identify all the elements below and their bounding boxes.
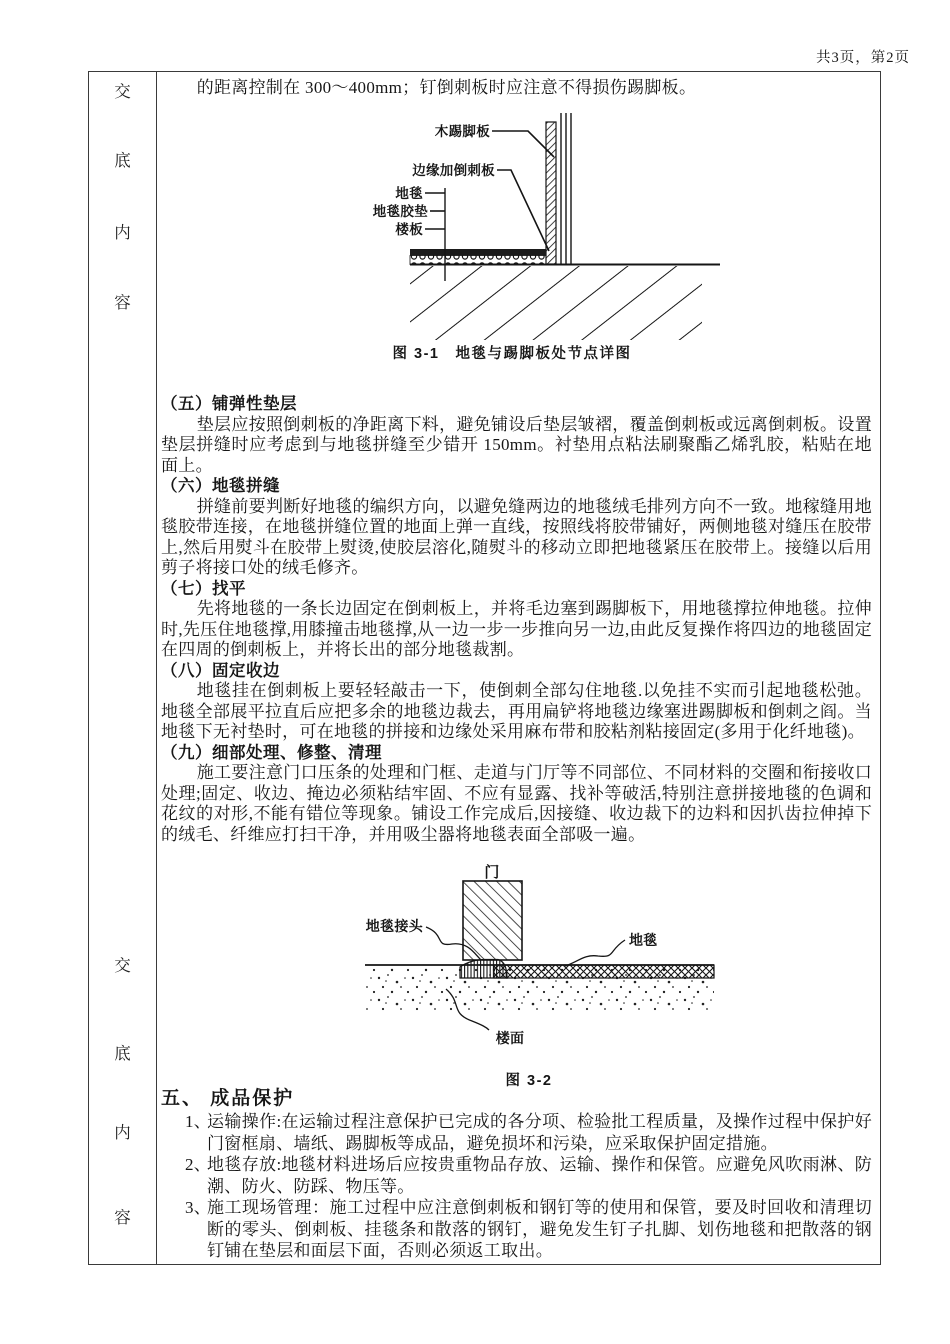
section-heading: （九）细部处理、修整、清理	[161, 743, 382, 762]
left-col-char: 内	[114, 223, 131, 242]
list-item-text: 施工现场管理：施工过程中应注意倒刺板和钢钉等的使用和保管，要及时回收和清理切断的零头、倒刺板、挂毯条和散落的钢钉，避免发生钉子扎脚、划伤地毯和把散落的钢钉铺在垫层和面层下面，否则必须返工取出。	[207, 1198, 872, 1260]
content-cell	[158, 72, 880, 1264]
left-col-char: 底	[114, 151, 131, 170]
figure-3-2	[161, 845, 872, 1089]
skirting-board-shape	[546, 122, 556, 264]
list-item	[161, 1197, 872, 1262]
list-item-text: 地毯存放:地毯材料进场后应按贵重物品存放、运输、操作和保管。应避免风吹雨淋、防潮、防火、防踩、物压等。	[207, 1155, 872, 1196]
section-body: 地毯挂在倒刺板上要轻轻敲击一下，使倒刺全部勾住地毯.以免挂不实而引起地毯松弛。地毯全部展平拉直后应把多余的地毯边裁去，再用扁铲将地毯边缘塞进踢脚板和倒刺之阎。当地毯下无衬垫时，可在地毯的拼接和边缘处采用麻布带和胶粘剂粘接固定(多用于化纤地毯)。	[161, 681, 872, 741]
section-body: 拼缝前要判断好地毯的编织方向，以避免缝两边的地毯绒毛排列方向不一致。地稼缝用地毯胶带连接，在地毯拼缝位置的地面上弹一直线，按照线将胶带铺好，两侧地毯对缝压在胶带上,然后用熨斗在胶带上熨烫,使胶层溶化,随熨斗的移动立即把地毯紧压在胶带上。接缝以后用剪子将接口处的绒毛修齐。	[161, 496, 872, 577]
label-carpet-joint: 地毯接头	[365, 918, 423, 934]
figure-3-1-drawing	[342, 108, 742, 373]
list-item-number: 3、	[185, 1198, 212, 1217]
label-floor-slab: 楼板	[395, 222, 423, 237]
left-header-column	[89, 72, 157, 1264]
door-shape	[463, 881, 522, 960]
left-col-char: 底	[114, 1044, 131, 1063]
left-col-char: 容	[114, 293, 131, 312]
list-item-text: 运输操作:在运输过程注意保护已完成的各分项、检验批工程质量，及操作过程中保护好门窗框扇、墙纸、踢脚板等成品，避免损坏和污染，应采取保护固定措施。	[207, 1112, 872, 1153]
section-heading: （五）铺弹性垫层	[161, 395, 297, 413]
document-table	[88, 71, 881, 1265]
carpet-joint-shape	[460, 960, 507, 979]
figure-3-1-caption: 图 3-1 地毯与踢脚板处节点详图	[392, 346, 632, 362]
figure-3-2-caption: 图 3-2	[505, 1073, 553, 1089]
carpet-layer-shape	[410, 249, 546, 256]
section-5-cushion	[161, 394, 872, 476]
list-item-number: 2、	[185, 1155, 212, 1174]
list-item-number: 1、	[185, 1112, 212, 1131]
carpet-band-shape	[494, 965, 714, 978]
section-heading: （八）固定收边	[161, 661, 280, 680]
label-carpet: 地毯	[629, 932, 658, 948]
figure-3-1	[161, 98, 872, 394]
section-heading: （六）地毯拼缝	[161, 477, 280, 495]
label-carpet-pad: 地毯胶垫	[372, 204, 428, 219]
label-door: 门	[484, 864, 500, 881]
carpet-pad-shape	[410, 256, 546, 265]
list-item	[161, 1111, 872, 1154]
label-wood-skirting: 木踢脚板	[434, 124, 490, 139]
left-col-char: 容	[114, 1208, 131, 1227]
slab-hatch	[410, 266, 702, 340]
section-7-leveling	[161, 579, 872, 661]
section-8-fixing-edges	[161, 661, 872, 743]
section-body: 施工要注意门口压条的处理和门框、走道与门厅等不同部位、不同材料的交圈和衔接收口处理;固定、收边、掩边必须粘结牢固、不应有显露、找补等破活,特别注意拼接地毯的色调和花纹的对形,不能有错位等现象。铺设工作完成后,因接缝、收边裁下的边料和因扒齿拉伸掉下的绒毛、纤维应打扫干净，并用吸尘器将地毯表面全部吸一遍。	[161, 763, 872, 844]
section-9-detailing	[161, 743, 872, 846]
section-6-seaming	[161, 476, 872, 579]
label-carpet: 地毯	[395, 186, 423, 201]
left-col-char: 交	[114, 956, 131, 975]
section-heading-finished-protection: 五、 成品保护	[161, 1088, 295, 1109]
label-edge-tack-strip: 边缘加倒刺板	[412, 163, 495, 178]
figure-3-2-drawing	[342, 863, 732, 1093]
label-floor-surface: 楼面	[495, 1030, 525, 1046]
list-item	[161, 1154, 872, 1197]
left-col-char: 交	[114, 82, 131, 101]
left-col-char: 内	[114, 1123, 131, 1142]
section-body: 垫层应按照倒刺板的净距离下料，避免铺设后垫层皱褶，覆盖倒刺板或远离倒刺板。设置垫层拼缝时应考虑到与地毯拼缝至少错开 150mm。衬垫用点粘法刷聚酯乙烯乳胶，粘贴在地面上。	[161, 414, 872, 475]
page-number: 共3页，第2页	[816, 50, 910, 66]
intro-paragraph: 的距离控制在 300～400mm；钉倒刺板时应注意不得损伤踢脚板。	[196, 78, 697, 97]
section-heading: （七）找平	[161, 579, 246, 598]
protection-list	[161, 1111, 872, 1262]
section-body: 先将地毯的一条长边固定在倒刺板上，并将毛边塞到踢脚板下，用地毯撑拉伸地毯。拉伸时,先压住地毯撑,用膝撞击地毯撑,从一边一步一步推向另一边,由此反复操作将四边的地毯固定在四周的倒刺板上，并将长出的部分地毯裁割。	[161, 599, 872, 659]
